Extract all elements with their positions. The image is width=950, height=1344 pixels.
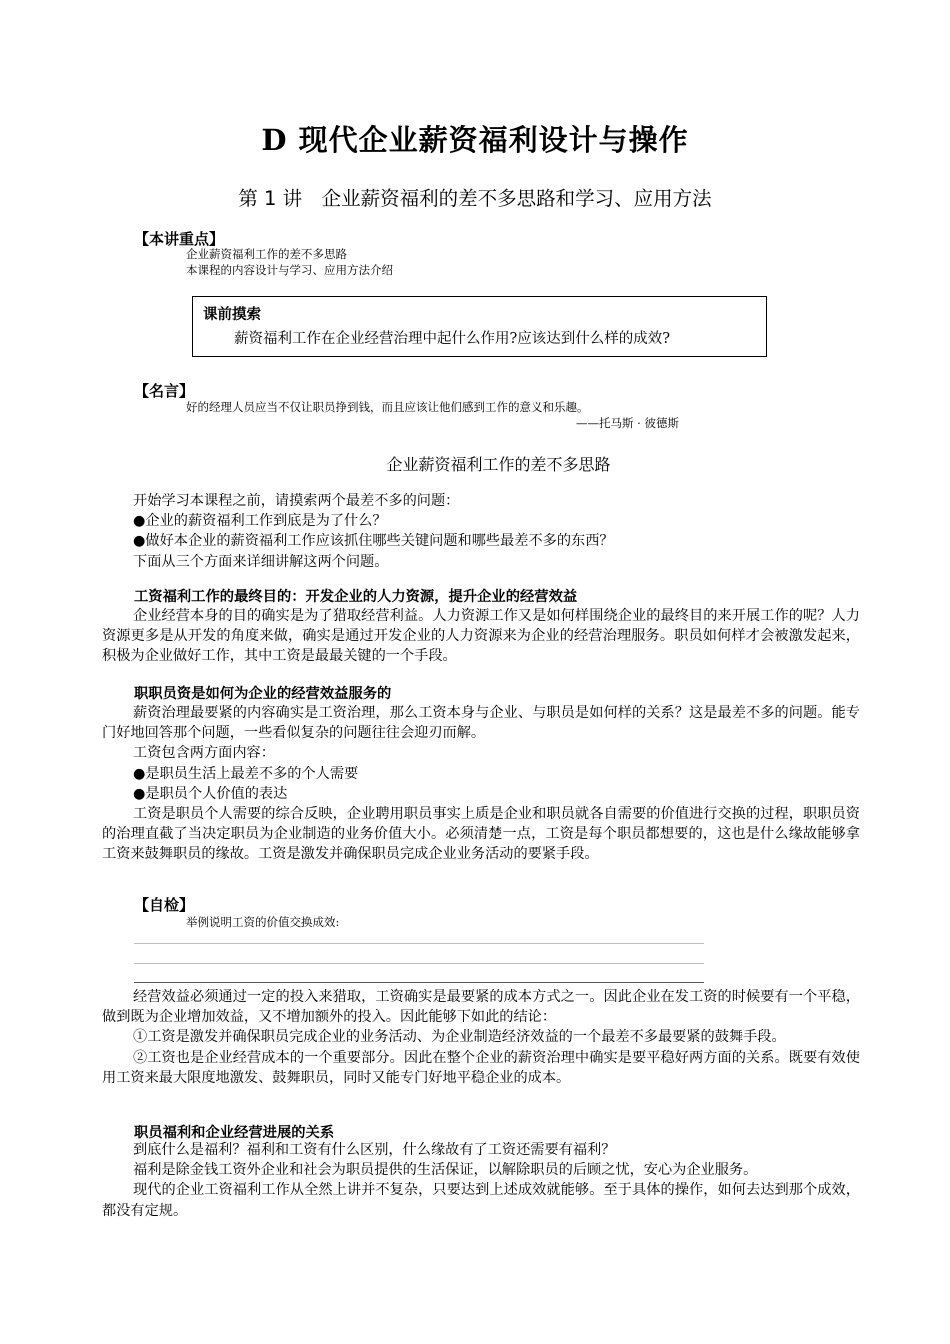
quote-text: 好的经理人员应当不仅让职员挣到钱，而且应该让他们感到工作的意义和乐趣。 bbox=[186, 400, 589, 414]
part3-block bbox=[102, 987, 860, 1088]
section-title: 企业薪资福利工作的差不多思路 bbox=[386, 455, 611, 474]
section-heading: 职员福利和企业经营进展的关系 bbox=[134, 1125, 335, 1141]
section-heading: 工资福利工作的最终目的：开发企业的人力资源，提升企业的经营效益 bbox=[134, 589, 578, 605]
paragraph: 到底什么是福利？福利和工资有什么区别，什么缘故有了工资还需要有福利？ bbox=[133, 1142, 616, 1158]
paragraph: 经营效益必须通过一定的投入来猎取，工资确实是最要紧的成本方式之一。因此企业在发工资的时候要有一个平稳，做到既为企业增加效益，又不增加额外的投入。因此能够下如此的结论： bbox=[102, 989, 860, 1026]
bullet-item: ●做好本企业的薪资福利工作应该抓住哪些关键问题和哪些最差不多的东西？ bbox=[133, 533, 614, 550]
key-point-item: 企业薪资福利工作的差不多思路 bbox=[186, 247, 347, 261]
paragraph: 工资包含两方面内容： bbox=[133, 745, 275, 762]
answer-line bbox=[134, 982, 704, 983]
part4-block bbox=[102, 1140, 860, 1221]
quote-label: 【名言】 bbox=[134, 382, 195, 400]
self-check-label: 【自检】 bbox=[134, 896, 195, 914]
paragraph: 企业经营本身的目的确实是为了猎取经营利益。人力资源工作又是如何样围绕企业的最终目的来开展工作的呢？人力资源更多是从开发的角度来做，确实是通过开发企业的人力资源来为企业的经营治理服务。职员如何样才会被激发起来，积极为企业做好工作，其中工资是最最关键的一个手段。 bbox=[102, 608, 860, 665]
paragraph: 开始学习本课程之前，请摸索两个最差不多的问题： bbox=[133, 493, 460, 509]
answer-line bbox=[134, 943, 704, 944]
bullet-item: ●是职员个人价值的表达 bbox=[133, 785, 288, 802]
paragraph: 工资是职员个人需要的综合反映，企业聘用职员事实上质是企业和职员就各自需要的价值进行交换的过程，职职员资的治理直截了当决定职员为企业制造的业务价值大小。必须清楚一点，工资是每个职员都想要的，这也是什么缘故能够拿工资来鼓舞职员的缘故。工资是激发并确保职员完成企业业务活动的要紧手段。 bbox=[102, 806, 860, 863]
paragraph: 下面从三个方面来详细讲解这两个问题。 bbox=[133, 553, 389, 570]
quote-author: ——托马斯 · 彼德斯 bbox=[576, 416, 679, 430]
key-points-label: 【本讲重点】 bbox=[134, 230, 225, 248]
pre-class-title: 课前摸索 bbox=[203, 307, 261, 323]
document-title: D 现代企业薪资福利设计与操作 bbox=[261, 123, 689, 157]
bullet-item: ●是职员生活上最差不多的个人需要 bbox=[133, 765, 359, 782]
pre-class-box bbox=[192, 296, 767, 357]
part1-block bbox=[102, 606, 860, 667]
paragraph: ①工资是激发并确保职员完成企业的业务活动、为企业制造经济效益的一个最差不多最要紧的鼓舞手段。 bbox=[133, 1029, 786, 1046]
bullet-item: ●企业的薪资福利工作到底是为了什么？ bbox=[133, 513, 387, 530]
part2-block bbox=[102, 703, 860, 865]
answer-line bbox=[134, 963, 704, 964]
self-check-prompt: 举例说明工资的价值交换成效: bbox=[186, 915, 340, 929]
paragraph: 薪资治理最要紧的内容确实是工资治理，那么工资本身与企业、与职员是如何样的关系？这是最差不多的问题。能专门好地回答那个问题，一些看似复杂的问题往往会迎刃而解。 bbox=[102, 705, 860, 742]
lecture-subtitle: 第 1 讲 企业薪资福利的差不多思路和学习、应用方法 bbox=[238, 187, 712, 210]
paragraph: ②工资也是企业经营成本的一个重要部分。因此在整个企业的薪资治理中确实是要平稳好两方面的关系。既要有效使用工资来最大限度地激发、鼓舞职员，同时又能专门好地平稳企业的成本。 bbox=[102, 1049, 860, 1086]
section-heading: 职职员资是如何为企业的经营效益服务的 bbox=[134, 686, 392, 702]
pre-class-question: 薪资福利工作在企业经营治理中起什么作用?应该达到什么样的成效? bbox=[234, 331, 671, 347]
intro-block bbox=[102, 491, 860, 572]
key-point-item: 本课程的内容设计与学习、应用方法介绍 bbox=[186, 263, 393, 277]
paragraph: 福利是除金钱工资外企业和社会为职员提供的生活保证，以解除职员的后顾之忧，安心为企业服务。 bbox=[133, 1162, 758, 1179]
paragraph: 现代的企业工资福利工作从全然上讲并不复杂，只要达到上述成效就能够。至于具体的操作，如何去达到那个成效，都没有定规。 bbox=[102, 1182, 860, 1219]
